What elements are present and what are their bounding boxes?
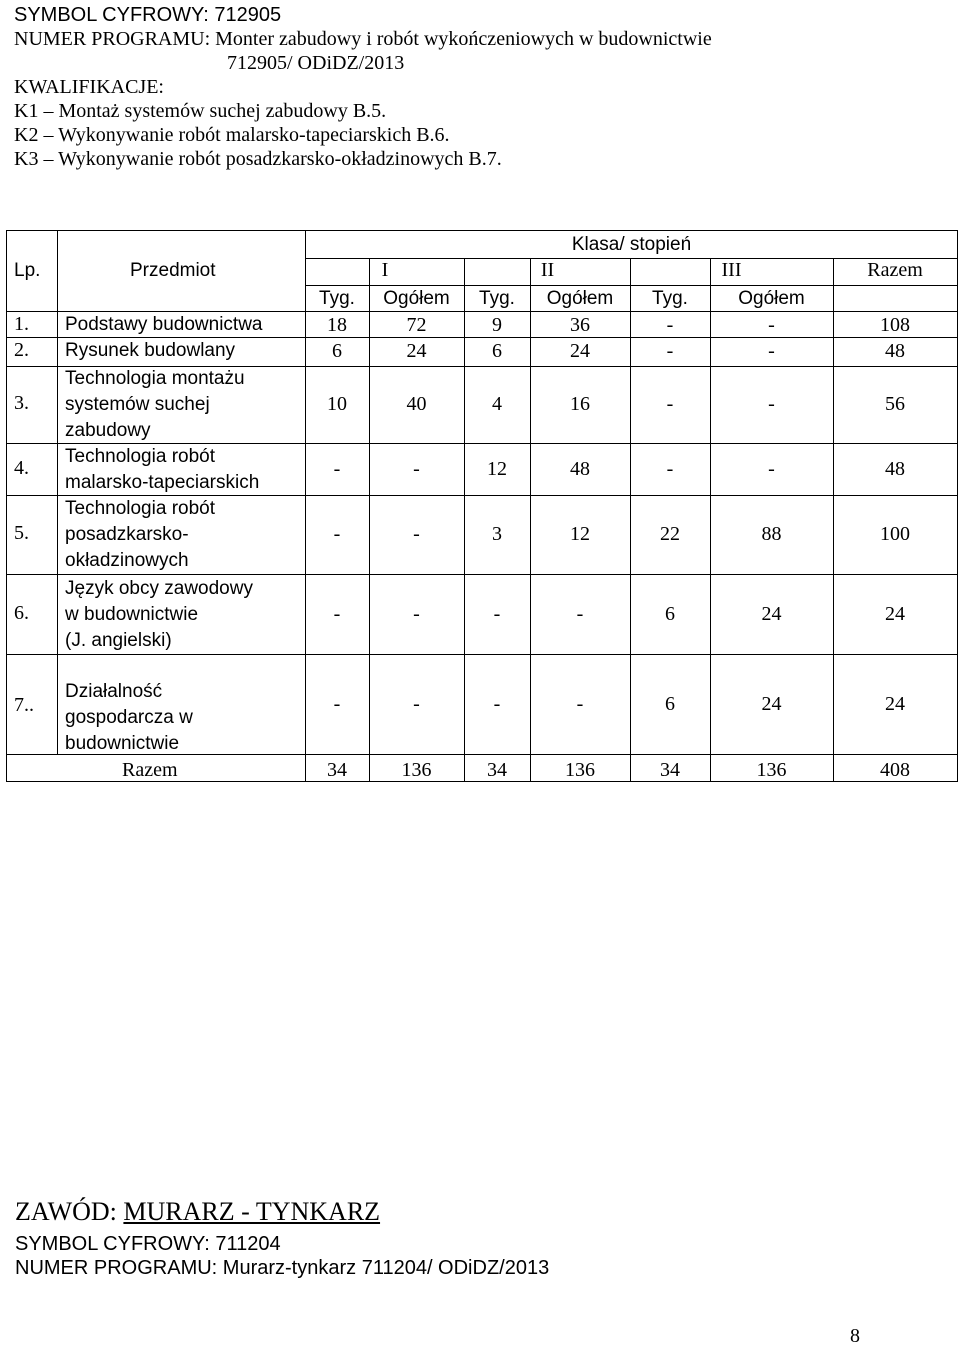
total-cell: 136 [565, 759, 595, 781]
program-line: NUMER PROGRAMU: Monter zabudowy i robót wykończeniowych w budownictwie [14, 28, 712, 50]
value-cell: - [413, 523, 420, 545]
value-cell: 48 [570, 458, 590, 480]
total-cell: 408 [880, 759, 910, 781]
sub-header: Ogółem [546, 288, 614, 309]
program-code: 712905/ ODiDZ/2013 [227, 52, 405, 74]
value-cell: 56 [885, 393, 905, 415]
subject-name: Rysunek budowlany [65, 340, 236, 361]
row-number: 1. [14, 313, 29, 335]
subject-name: Język obcy zawodowy [65, 578, 253, 599]
value-cell: 48 [885, 458, 905, 480]
qualification-k1: K1 – Montaż systemów suchej zabudowy B.5. [14, 100, 387, 122]
sub-header: Tyg. [479, 288, 515, 309]
qualification-k2: K2 – Wykonywanie robót malarsko-tapeciarskich B.6. [14, 124, 450, 146]
value-cell: 6 [492, 340, 502, 362]
value-cell: - [576, 693, 584, 715]
value-cell: - [413, 693, 420, 715]
subject-name: Technologia montażu [65, 368, 245, 389]
value-cell: 24 [761, 693, 782, 715]
value-cell: 22 [660, 523, 680, 545]
subject-name: budownictwie [65, 733, 180, 754]
lp-header: Lp. [14, 260, 41, 281]
footer-symbol: SYMBOL CYFROWY: 711204 [15, 1233, 281, 1255]
value-cell: 48 [885, 340, 905, 362]
row-number: 3. [14, 392, 29, 414]
sub-header: Tyg. [652, 288, 688, 309]
value-cell: 24 [885, 603, 905, 625]
subject-name: (J. angielski) [65, 630, 172, 651]
footer-program: NUMER PROGRAMU: Murarz-tynkarz 711204/ ODiDZ/2013 [15, 1257, 550, 1279]
value-cell: - [576, 603, 584, 625]
value-cell: 6 [665, 693, 675, 715]
value-cell: 3 [492, 523, 502, 545]
total-cell: 34 [327, 759, 347, 781]
value-cell: 12 [570, 523, 590, 545]
total-label: Razem [122, 759, 178, 781]
value-cell: - [413, 458, 420, 480]
value-cell: 36 [570, 314, 590, 336]
subject-name: Działalność [65, 681, 163, 702]
value-cell: - [333, 458, 341, 480]
subject-name: systemów suchej [65, 394, 210, 415]
klasa-header: Klasa/ stopień [571, 234, 692, 255]
value-cell: - [666, 340, 674, 362]
row-number: 2. [14, 339, 29, 361]
value-cell: - [768, 458, 775, 480]
subject-name: posadzkarsko- [65, 524, 189, 545]
subject-name: Technologia robót [65, 446, 215, 467]
value-cell: 16 [570, 393, 590, 415]
level-3-header: III [721, 259, 742, 281]
row-number: 4. [14, 457, 29, 479]
value-cell: - [493, 603, 501, 625]
value-cell: - [768, 340, 775, 362]
value-cell: - [333, 693, 341, 715]
value-cell: - [768, 314, 775, 336]
value-cell: 24 [570, 340, 590, 362]
value-cell: - [666, 393, 674, 415]
qualifications-label: KWALIFIKACJE: [14, 76, 164, 98]
value-cell: - [333, 523, 341, 545]
qualification-k3: K3 – Wykonywanie robót posadzkarsko-okładzinowych B.7. [14, 148, 502, 170]
total-cell: 136 [756, 759, 787, 781]
value-cell: 24 [406, 340, 427, 362]
subject-name: Podstawy budownictwa [65, 314, 263, 335]
value-cell: - [333, 603, 341, 625]
sub-header: Ogółem [738, 288, 805, 309]
value-cell: - [666, 314, 674, 336]
value-cell: 24 [761, 603, 782, 625]
row-number: 6. [14, 602, 29, 624]
value-cell: 100 [880, 523, 910, 545]
value-cell: 108 [880, 314, 910, 336]
row-number: 5. [14, 522, 29, 544]
value-cell: 9 [492, 314, 502, 336]
razem-header: Razem [867, 259, 923, 281]
value-cell: 4 [492, 393, 502, 415]
sub-header: Tyg. [319, 288, 355, 309]
value-cell: 88 [761, 523, 782, 545]
value-cell: 6 [665, 603, 675, 625]
value-cell: - [413, 603, 420, 625]
subject-name: zabudowy [65, 420, 151, 441]
level-1-header: I [381, 259, 389, 281]
total-cell: 34 [487, 759, 507, 781]
symbol-line: SYMBOL CYFROWY: 712905 [14, 4, 282, 26]
subject-header: Przedmiot [130, 260, 216, 281]
value-cell: - [493, 693, 501, 715]
occupation-label: ZAWÓD: [15, 1197, 117, 1226]
value-cell: 10 [327, 393, 347, 415]
subject-name: okładzinowych [65, 550, 189, 571]
value-cell: 40 [406, 393, 427, 415]
subject-name: w budownictwie [65, 604, 199, 625]
value-cell: 6 [332, 340, 342, 362]
sub-header: Ogółem [383, 288, 450, 309]
total-cell: 34 [660, 759, 680, 781]
subject-name: malarsko-tapeciarskich [65, 472, 260, 493]
row-number: 7.. [14, 694, 34, 716]
level-2-header: II [540, 259, 555, 281]
subject-name: Technologia robót [65, 498, 215, 519]
value-cell: 24 [885, 693, 905, 715]
occupation-name: MURARZ - TYNKARZ [123, 1197, 381, 1226]
value-cell: - [768, 393, 775, 415]
value-cell: 12 [487, 458, 507, 480]
value-cell: 18 [327, 314, 347, 336]
subject-name: gospodarcza w [65, 707, 193, 728]
occupation-title [15, 1197, 380, 1227]
page-number: 8 [850, 1325, 860, 1347]
value-cell: - [666, 458, 674, 480]
total-cell: 136 [401, 759, 432, 781]
value-cell: 72 [406, 314, 427, 336]
